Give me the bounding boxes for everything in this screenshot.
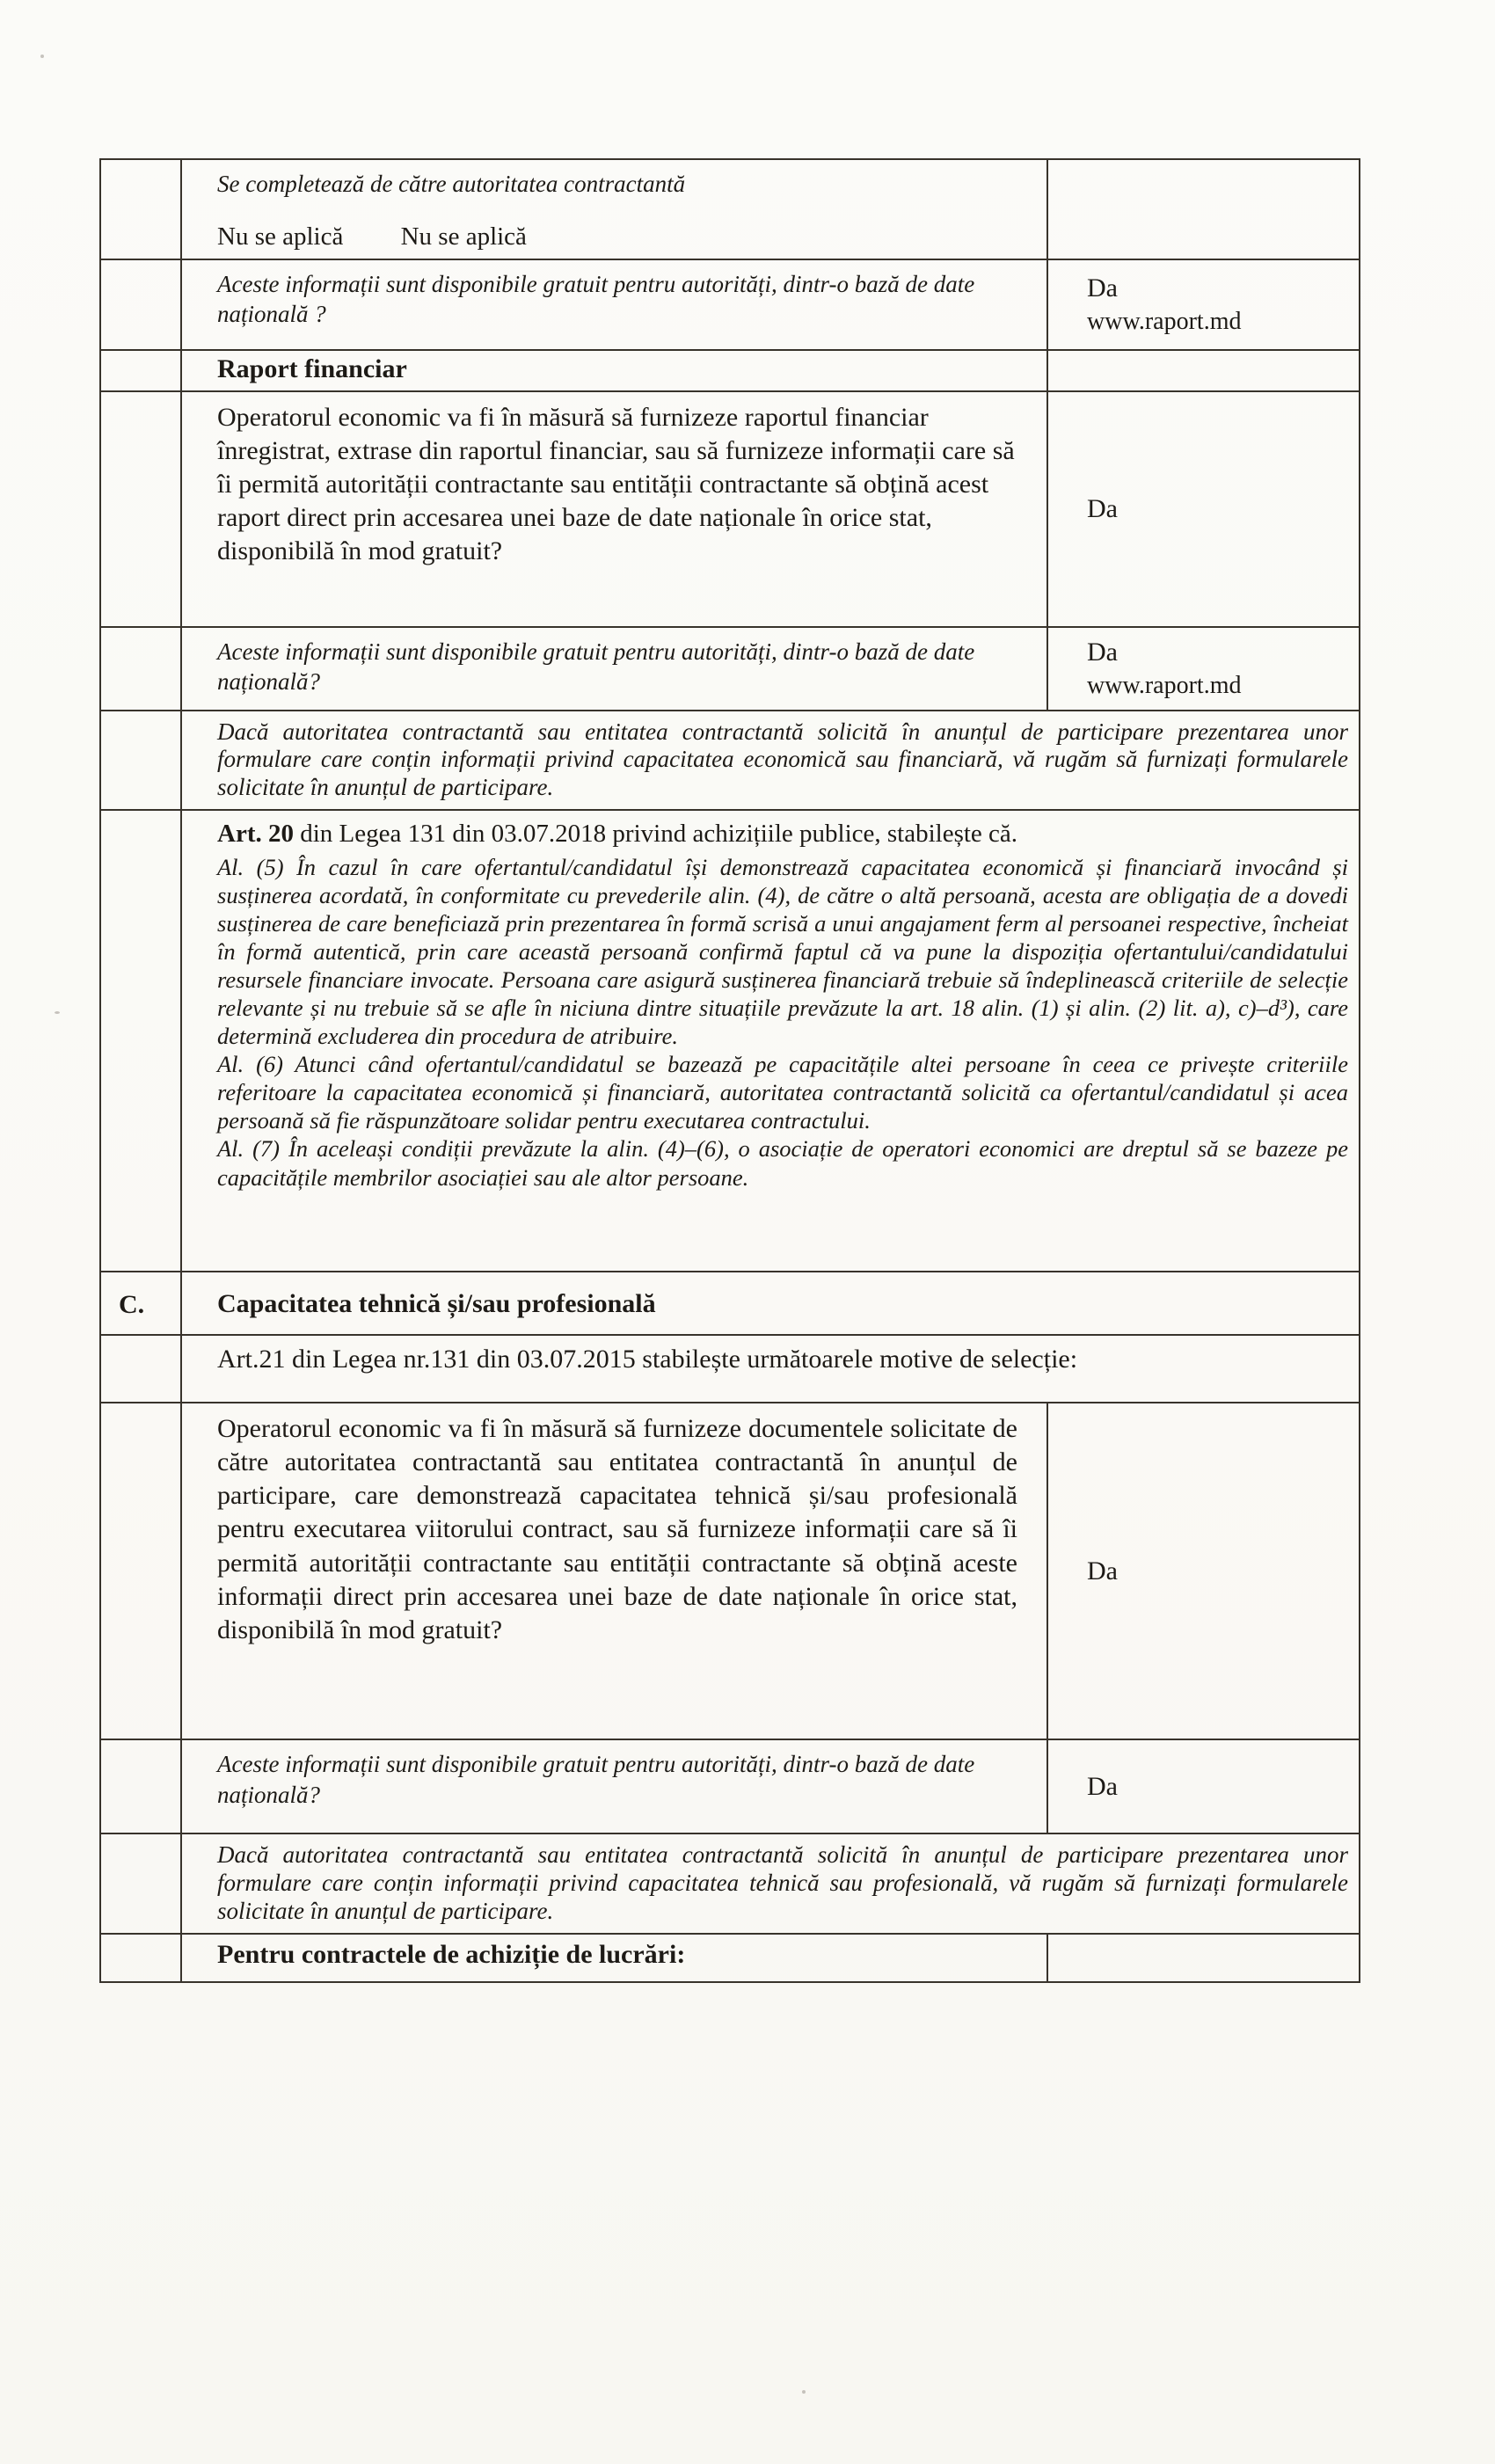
forms-note-economic: Dacă autoritatea contractantă sau entitatea contractantă solicită în anunțul de participare prezentarea unor formulare care conțin informații privind capacitatea economică sau financiară, vă rugăm să furnizați formularele solicitate în anunțul de participare. [217,718,1348,801]
availability-question: Aceste informații sunt disponibile gratuit pentru autorități, dintr-o bază de date națională? [217,638,975,696]
works-contracts-heading: Pentru contractele de achiziție de lucrări: [217,1939,686,1969]
not-applicable-value-1: Nu se aplică [217,222,344,251]
answer-value: Da [1087,1556,1118,1586]
availability-question-cell [181,627,1047,711]
financial-report-question: Operatorul economic va fi în măsură să furnizeze raportul financiar înregistrat, extrase din raportul financiar, sau să furnizeze informații care să îi permită autorității contractante sau entității contractante să obțină acest raport direct prin accesarea unei baze de date naționale în orice stat, disponibilă în mod gratuit? [217,402,1015,565]
technical-capability-answer-cell [1047,1403,1360,1739]
section-title: Capacitatea tehnică și/sau profesională [217,1288,656,1318]
section-title-cell [181,1272,1360,1335]
procurement-form-table [99,158,1360,1983]
answer-value: Da [1087,1771,1118,1801]
empty-cell [100,159,181,259]
empty-cell [100,1739,181,1833]
answer-value: Da [1087,273,1118,303]
availability-question-cell [181,1739,1047,1833]
empty-cell [100,259,181,350]
art21-intro-cell [181,1335,1360,1403]
availability-question-cell [181,259,1047,350]
row-availability-financial-1 [100,259,1360,350]
art20-paragraph-al6: Al. (6) Atunci când ofertantul/candidatul se bazează pe capacitățile altei persoane în ceea ce privește criteriile referitoare la capacitatea economică și financiară, autoritatea contractantă solicită ca ofertantul/candidatul și acea persoană să fie răspunzătoare solidar pentru executarea contractului. [217,1051,1348,1134]
empty-cell [1047,350,1360,391]
row-availability-financial-2 [100,627,1360,711]
art21-intro: Art.21 din Legea nr.131 din 03.07.2015 stabilește următoarele motive de selecție: [217,1345,1078,1374]
empty-cell [100,810,181,1272]
row-art21-intro [100,1335,1360,1403]
empty-cell [100,391,181,627]
row-completed-by-note [100,159,1360,259]
section-label: C. [100,1272,181,1335]
completed-by-cell [181,159,1047,259]
database-url: www.raport.md [1087,672,1242,700]
row-financial-report-heading [100,350,1360,391]
answer-value: Da [1087,493,1118,523]
financial-report-heading: Raport financiar [217,354,407,383]
row-art20-legal [100,810,1360,1272]
technical-capability-question: Operatorul economic va fi în măsură să furnizeze documentele solicitate de către autoritatea contractantă sau entitatea contractantă în anunțul de participare, care demonstrează capacitatea tehnică și/sau profesională pentru executarea viitorului contract, sau să furnizeze informații care să îi permită autorității contractante sau entității contractante să obțină aceste informații direct prin accesarea unei baze de date naționale în orice stat, disponibilă în mod gratuit? [217,1414,1017,1644]
technical-capability-question-cell [181,1403,1047,1739]
empty-cell [1047,159,1360,259]
completed-by-note: Se completează de către autoritatea contractantă [217,171,686,197]
row-forms-note-economic [100,711,1360,811]
forms-note-technical: Dacă autoritatea contractantă sau entitatea contractantă solicită în anunțul de participare prezentarea unor formulare care conțin informații privind capacitatea tehnică sau profesională, vă rugăm să furnizați formularele solicitate în anunțul de participare. [217,1841,1348,1924]
availability-answer-cell [1047,627,1360,711]
works-contracts-heading-cell [181,1934,1047,1982]
empty-cell [100,1335,181,1403]
empty-cell [1047,1934,1360,1982]
financial-report-answer-cell [1047,391,1360,627]
availability-question: Aceste informații sunt disponibile gratuit pentru autorități, dintr-o bază de date națională ? [217,270,975,328]
scan-speckle [40,55,44,58]
forms-note-cell [181,1833,1360,1934]
scan-speckle [802,2390,806,2394]
empty-cell [100,1403,181,1739]
empty-cell [100,1833,181,1934]
empty-cell [100,1934,181,1982]
art20-paragraph-al7: Al. (7) În aceleași condiții prevăzute la alin. (4)–(6), o asociație de operatori economici are dreptul să se bazeze pe capacitățile membrilor asociației sau ale altor persoane. [217,1135,1348,1191]
art20-paragraph-al5: Al. (5) În cazul în care ofertantul/candidatul își demonstrează capacitatea economică și financiară invocând și susținerea acordată, în conformitate cu prevederile alin. (4), de către o altă persoană, acesta are obligația de a dovedi susținerea de care beneficiază prin prezentarea în formă scrisă a unui angajament ferm al persoanei respective, încheiat în formă autentică, prin care această persoană confirmă faptul că va pune la dispoziția ofertantului/candidatului resursele financiare invocate. Persoana care asigură susținerea financiară trebuie să îndeplinească criteriile de selecție relevante și nu trebuie să se afle în niciuna dintre situațiile prevăzute la art. 18 alin. (1) și alin. (2) lit. a), c)–d³), care determină excluderea din procedura de atribuire. [217,853,1348,1050]
row-forms-note-technical [100,1833,1360,1934]
not-applicable-value-2: Nu se aplică [400,222,527,251]
row-works-contracts-heading [100,1934,1360,1982]
art20-lead [217,818,1350,851]
row-technical-capability-question [100,1403,1360,1739]
empty-cell [100,711,181,811]
answer-value: Da [1087,637,1118,667]
availability-answer-cell [1047,259,1360,350]
row-availability-technical [100,1739,1360,1833]
availability-answer-cell [1047,1739,1360,1833]
forms-note-cell [181,711,1360,811]
empty-cell [100,627,181,711]
not-applicable-line [217,222,1022,252]
scan-speckle [55,1011,60,1014]
availability-question: Aceste informații sunt disponibile gratuit pentru autorități, dintr-o bază de date națională? [217,1751,975,1808]
empty-cell [100,350,181,391]
database-url: www.raport.md [1087,308,1242,336]
financial-report-heading-cell [181,350,1047,391]
row-section-c-title [100,1272,1360,1335]
row-financial-report-question [100,391,1360,627]
art20-legal-cell [181,810,1360,1272]
art20-reference: Art. 20 [217,820,294,849]
art20-lead-text: din Legea 131 din 03.07.2018 privind achizițiile publice, stabilește că. [293,820,1018,849]
financial-report-question-cell [181,391,1047,627]
